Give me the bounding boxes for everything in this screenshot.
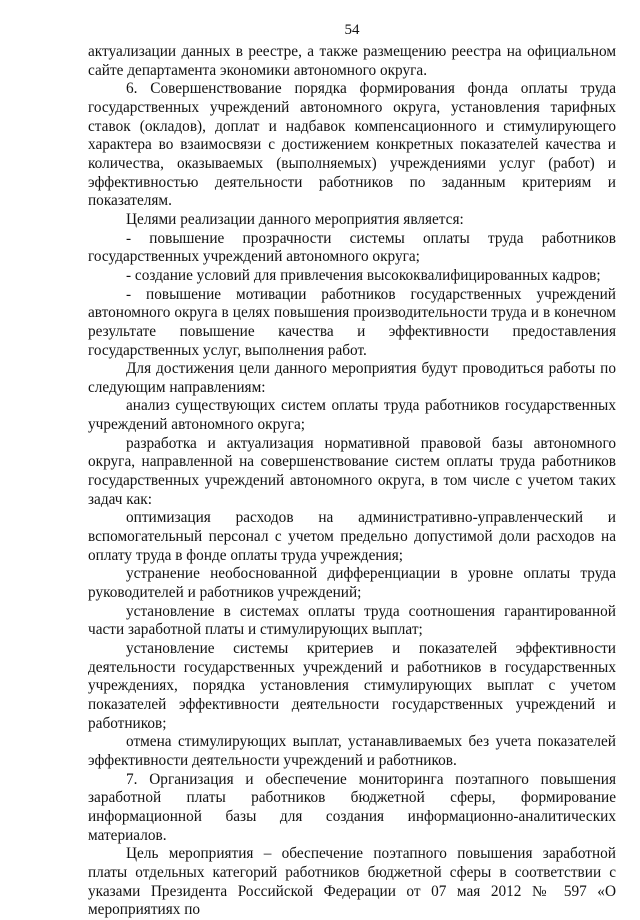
- paragraph-task-cancel-payments: отмена стимулирующих выплат, устанавливаемых без учета показателей эффективности деятельности учреждений и работников.: [88, 733, 616, 769]
- paragraph-item-7-heading: 7. Организация и обеспечение мониторинга поэтапного повышения заработной платы работников бюджетной сферы, формирование информационной базы для создания информационно-аналитических материалов.: [88, 770, 616, 844]
- paragraph-goal-staff: - создание условий для привлечения высококвалифицированных кадров;: [126, 266, 601, 284]
- document-page: [88, 20, 616, 920]
- paragraph-direction-analysis: анализ существующих систем оплаты труда работников государственных учреждений автономного округа;: [88, 397, 616, 434]
- paragraph-task-ratio: установление в системах оплаты труда соотношения гарантированной части заработной платы и стимулирующих выплат;: [88, 602, 616, 639]
- paragraph-task-differentiation: устранение необоснованной дифференциации в уровне оплаты труда руководителей и работников учреждений;: [88, 565, 616, 602]
- page-number: 54: [344, 22, 360, 38]
- paragraph-item-6-heading: 6. Совершенствование порядка формирования фонда оплаты труда государственных учреждений автономного округа, установления тарифных ставок (окладов), доплат и надбавок компенсационного и стимулирующего характера во взаимосвязи с достижением конкретных показателей качества и количества, оказываемых (выполняемых) учреждениями услуг (работ) и эффективностью деятельности работников по заданным критериям и показателям.: [88, 80, 616, 210]
- paragraph-goal-motivation: - повышение мотивации работников государственных учреждений автономного округа в целях повышения производительности труда и в конечном результате повышение качества и эффективности предоставления государственных услуг, выполнения работ.: [88, 285, 616, 359]
- paragraph-task-optimization: оптимизация расходов на административно-управленческий и вспомогательный персонал с учетом предельно допустимой доли расходов на оплату труда в фонде оплаты труда учреждения;: [88, 509, 616, 564]
- paragraph-item-7-goal: Цель мероприятия – обеспечение поэтапного повышения заработной платы отдельных категорий работников бюджетной сферы в соответствии с указами Президента Российской Федерации от 07 мая 2012 № 597 «О мероприятиях по: [88, 845, 616, 919]
- paragraph-direction-legal-base: разработка и актуализация нормативной правовой базы автономного округа, направленной на совершенствование систем оплаты труда работников государственных учреждений автономного округа, в том числе с учетом таких задач как:: [88, 434, 616, 508]
- paragraph-goal-transparency: - повышение прозрачности системы оплаты труда работников государственных учреждений автономного округа;: [88, 229, 616, 266]
- paragraph-registry-continuation: актуализации данных в реестре, а также размещению реестра на официальном сайте департамента экономики автономного округа.: [88, 43, 616, 79]
- paragraph-directions-intro: Для достижения цели данного мероприятия будут проводиться работы по следующим направлениям:: [88, 360, 616, 396]
- paragraph-goals-intro: Целями реализации данного мероприятия является:: [126, 210, 464, 228]
- paragraph-task-criteria: установление системы критериев и показателей эффективности деятельности государственных учреждений и работников в государственных учреждениях, порядка установления стимулирующих выплат с учетом показателей эффективности деятельности государственных учреждений и работников;: [88, 640, 616, 732]
